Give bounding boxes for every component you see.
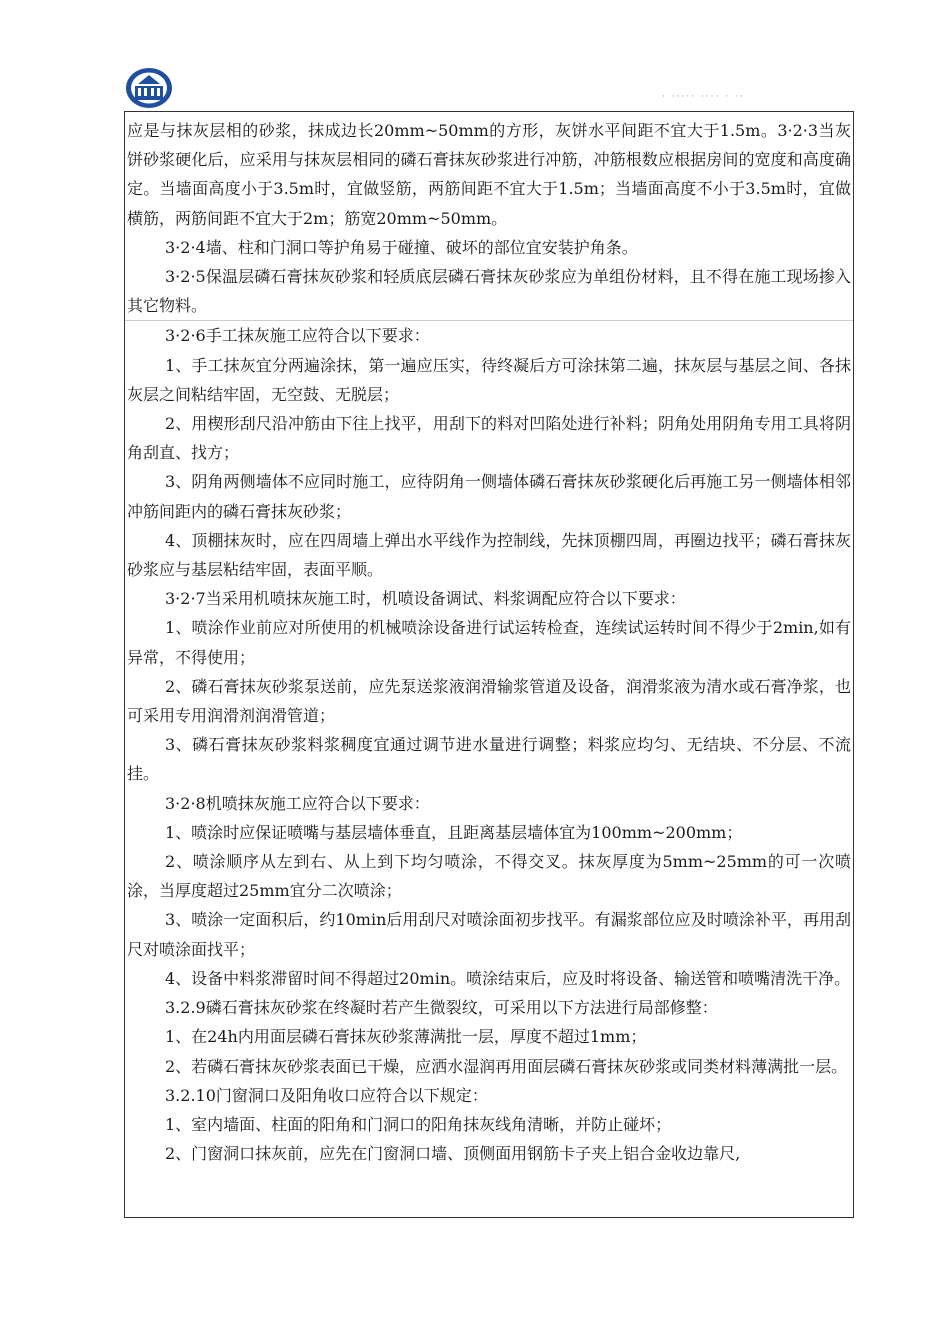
document-body — [127, 116, 851, 1168]
paragraph: 3·2·5保温层磷石膏抹灰砂浆和轻质底层磷石膏抹灰砂浆应为单组份材料，且不得在施工现场掺入其它物料。 — [127, 267, 851, 316]
paragraph: 2、喷涂顺序从左到右、从上到下均匀喷涂，不得交叉。抹灰厚度为5mm~25mm的可一次喷涂，当厚度超过25mm宜分二次喷涂； — [127, 852, 851, 901]
paragraph: 4、设备中料浆滞留时间不得超过20min。喷涂结束后，应及时将设备、输送管和喷嘴清洗干净。 — [165, 968, 851, 988]
paragraph: 1、喷涂作业前应对所使用的机械喷涂设备进行试运转检查，连续试运转时间不得少于2min,如有异常，不得使用； — [127, 618, 851, 667]
paragraph: 3·2·6手工抹灰施工应符合以下要求： — [165, 326, 430, 346]
paragraph: 1、喷涂时应保证喷嘴与基层墙体垂直，且距离基层墙体宜为100mm~200mm； — [165, 822, 743, 842]
paragraph: 3·2·4墙、柱和门洞口等护角易于碰撞、破坏的部位宜安装护角条。 — [165, 237, 638, 257]
paragraph: 3.2.10门窗洞口及阳角收口应符合以下规定： — [165, 1085, 488, 1105]
paragraph: 2、门窗洞口抹灰前，应先在门窗洞口墙、顶侧面用钢筋卡子夹上铝合金收边靠尺, — [165, 1144, 741, 1164]
paragraph: 1、室内墙面、柱面的阳角和门洞口的阳角抹灰线角清晰，并防止碰坏； — [165, 1114, 672, 1134]
paragraph: 3、喷涂一定面积后，约10min后用刮尺对喷涂面初步找平。有漏浆部位应及时喷涂补平，再用刮尺对喷涂面找平； — [127, 910, 851, 959]
paragraph: 2、用楔形刮尺沿冲筋由下往上找平，用刮下的料对凹陷处进行补料；阴角处用阴角专用工具将阴角刮直、找方； — [127, 414, 851, 463]
document-frame — [124, 111, 854, 1218]
paragraph: 3·2·7当采用机喷抹灰施工时，机喷设备调试、料浆调配应符合以下要求： — [165, 589, 686, 609]
paragraph: 应是与抹灰层相的砂浆，抹成边长20mm~50mm的方形，灰饼水平间距不宜大于1.5m。3·2·3当灰饼砂浆硬化后，应采用与抹灰层相同的磷石膏抹灰砂浆进行冲筋，冲筋根数应根据房间的宽度和高度确定。当墙面高度小于3.5m时，宜做竖筋，两筋间距不宜大于1.5m；当墙面高度不小于3.5m时，宜做横筋，两筋间距不宜大于2m；筋宽20mm~50mm。 — [127, 121, 851, 228]
paragraph: 2、若磷石膏抹灰砂浆表面已干燥，应洒水湿润再用面层磷石膏抹灰砂浆或同类材料薄满批一层。 — [165, 1056, 848, 1076]
company-logo-icon — [124, 66, 174, 110]
paragraph: 2、磷石膏抹灰砂浆泵送前，应先泵送浆液润滑输浆管道及设备，润滑浆液为清水或石膏净浆，也可采用专用润滑剂润滑管道； — [127, 676, 851, 726]
paragraph: 1、在24h内用面层磷石膏抹灰砂浆薄满批一层，厚度不超过1mm； — [165, 1027, 647, 1047]
header-marks: · ····· ···· · ·· — [662, 92, 745, 102]
paragraph: 4、顶棚抹灰时，应在四周墙上弹出水平线作为控制线，先抹顶棚四周，再圈边找平；磷石膏抹灰砂浆应与基层粘结牢固，表面平顺。 — [127, 530, 851, 580]
paragraph: 1、手工抹灰宜分两遍涂抹，第一遍应压实，待终凝后方可涂抹第二遍，抹灰层与基层之间、各抹灰层之间粘结牢固，无空鼓、无脱层； — [127, 355, 851, 404]
paragraph: 3.2.9磷石膏抹灰砂浆在终凝时若产生微裂纹，可采用以下方法进行局部修整： — [165, 998, 718, 1018]
paragraph: 3·2·8机喷抹灰施工应符合以下要求： — [165, 793, 430, 813]
paragraph: 3、阴角两侧墙体不应同时施工，应待阴角一侧墙体磷石膏抹灰砂浆硬化后再施工另一侧墙体相邻冲筋间距内的磷石膏抹灰砂浆； — [127, 472, 851, 521]
paragraph: 3、磷石膏抹灰砂浆料浆稠度宜通过调节进水量进行调整；料浆应均匀、无结块、不分层、不流挂。 — [127, 735, 851, 784]
